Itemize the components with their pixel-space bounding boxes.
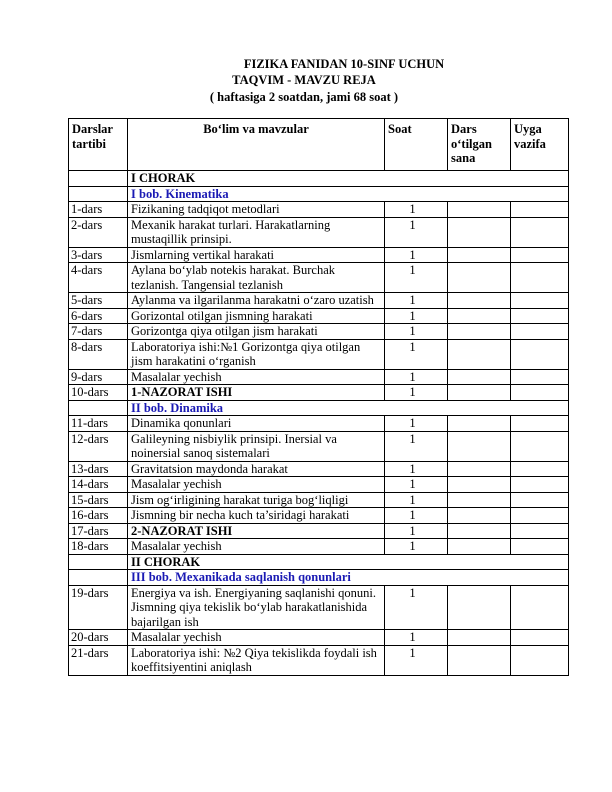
lesson-hours: 1 xyxy=(385,217,448,247)
chapter-row xyxy=(69,570,569,586)
lesson-hours: 1 xyxy=(385,369,448,385)
lesson-number: 1-dars xyxy=(69,202,128,218)
table-row xyxy=(69,645,569,675)
table-row xyxy=(69,324,569,340)
lesson-topic: Laboratoriya ishi: №2 Qiya tekislikda foydali ish koeffitsiyentini aniqlash xyxy=(128,645,385,675)
lesson-date-cell xyxy=(448,324,511,340)
lesson-number: 13-dars xyxy=(69,461,128,477)
chapter-row xyxy=(69,400,569,416)
empty-cell xyxy=(69,171,128,187)
lesson-hours: 1 xyxy=(385,539,448,555)
homework-cell xyxy=(511,523,569,539)
document-title: FIZIKA FANIDAN 10-SINF UCHUN xyxy=(243,57,445,71)
header-homework: Uyga vazifa xyxy=(511,119,569,171)
homework-cell xyxy=(511,369,569,385)
homework-cell xyxy=(511,508,569,524)
lesson-date-cell xyxy=(448,416,511,432)
lesson-date-cell xyxy=(448,339,511,369)
lesson-number: 9-dars xyxy=(69,369,128,385)
table-row xyxy=(69,539,569,555)
lesson-topic: Aylanma va ilgarilanma harakatni o‘zaro uzatish xyxy=(128,293,385,309)
lesson-hours: 1 xyxy=(385,247,448,263)
table-row xyxy=(69,492,569,508)
lesson-hours: 1 xyxy=(385,293,448,309)
homework-cell xyxy=(511,308,569,324)
homework-cell xyxy=(511,339,569,369)
table-row xyxy=(69,416,569,432)
lesson-topic: Jismning bir necha kuch ta’siridagi harakati xyxy=(128,508,385,524)
lesson-topic: Masalalar yechish xyxy=(128,539,385,555)
empty-cell xyxy=(69,554,128,570)
lesson-topic: Laboratoriya ishi:№1 Gorizontga qiya otilgan jism harakatini o‘rganish xyxy=(128,339,385,369)
lesson-date-cell xyxy=(448,217,511,247)
homework-cell xyxy=(511,585,569,630)
homework-cell xyxy=(511,293,569,309)
lesson-date-cell xyxy=(448,369,511,385)
lesson-hours: 1 xyxy=(385,202,448,218)
lesson-number: 6-dars xyxy=(69,308,128,324)
table-row xyxy=(69,202,569,218)
chapter-title: II bob. Dinamika xyxy=(128,400,569,416)
lesson-date-cell xyxy=(448,523,511,539)
lesson-date-cell xyxy=(448,461,511,477)
lesson-date-cell xyxy=(448,385,511,401)
lesson-date-cell xyxy=(448,645,511,675)
table-row xyxy=(69,217,569,247)
lesson-hours: 1 xyxy=(385,385,448,401)
lesson-number: 7-dars xyxy=(69,324,128,340)
lesson-number: 15-dars xyxy=(69,492,128,508)
table-row xyxy=(69,385,569,401)
lesson-hours: 1 xyxy=(385,263,448,293)
table-row xyxy=(69,630,569,646)
lesson-date-cell xyxy=(448,508,511,524)
lesson-number: 2-dars xyxy=(69,217,128,247)
header-lesson-order: Darslar tartibi xyxy=(69,119,128,171)
homework-cell xyxy=(511,324,569,340)
homework-cell xyxy=(511,385,569,401)
table-header-row xyxy=(69,119,569,171)
lesson-date-cell xyxy=(448,431,511,461)
lesson-plan-table xyxy=(68,118,569,676)
table-row xyxy=(69,263,569,293)
table-row xyxy=(69,247,569,263)
table-row xyxy=(69,477,569,493)
lesson-date-cell xyxy=(448,539,511,555)
lesson-topic: Gorizontga qiya otilgan jism harakati xyxy=(128,324,385,340)
lesson-number: 18-dars xyxy=(69,539,128,555)
lesson-number: 20-dars xyxy=(69,630,128,646)
lesson-hours: 1 xyxy=(385,416,448,432)
lesson-topic: Dinamika qonunlari xyxy=(128,416,385,432)
table-row xyxy=(69,369,569,385)
homework-cell xyxy=(511,461,569,477)
lesson-number: 17-dars xyxy=(69,523,128,539)
empty-cell xyxy=(69,570,128,586)
quarter-row xyxy=(69,554,569,570)
lesson-date-cell xyxy=(448,202,511,218)
chapter-row xyxy=(69,186,569,202)
homework-cell xyxy=(511,217,569,247)
homework-cell xyxy=(511,492,569,508)
lesson-date-cell xyxy=(448,492,511,508)
lesson-topic: Energiya va ish. Energiyaning saqlanishi qonuni. Jismning qiya tekislik bo‘ylab harakatlanishida bajarilgan ish xyxy=(128,585,385,630)
lesson-date-cell xyxy=(448,630,511,646)
lesson-hours: 1 xyxy=(385,324,448,340)
lesson-date-cell xyxy=(448,477,511,493)
homework-cell xyxy=(511,477,569,493)
lesson-hours: 1 xyxy=(385,630,448,646)
empty-cell xyxy=(69,186,128,202)
table-row xyxy=(69,523,569,539)
table-row xyxy=(69,308,569,324)
chapter-title: III bob. Mexanikada saqlanish qonunlari xyxy=(128,570,569,586)
lesson-hours: 1 xyxy=(385,477,448,493)
lesson-topic: Jismlarning vertikal harakati xyxy=(128,247,385,263)
table-row xyxy=(69,431,569,461)
quarter-title: II CHORAK xyxy=(128,554,569,570)
quarter-row xyxy=(69,171,569,187)
homework-cell xyxy=(511,630,569,646)
lesson-topic: 2-NAZORAT ISHI xyxy=(128,523,385,539)
table-row xyxy=(69,339,569,369)
lesson-number: 3-dars xyxy=(69,247,128,263)
table-row xyxy=(69,461,569,477)
lesson-hours: 1 xyxy=(385,585,448,630)
lesson-hours: 1 xyxy=(385,308,448,324)
lesson-date-cell xyxy=(448,263,511,293)
lesson-hours: 1 xyxy=(385,508,448,524)
lesson-hours: 1 xyxy=(385,461,448,477)
lesson-topic: Gorizontal otilgan jismning harakati xyxy=(128,308,385,324)
lesson-number: 21-dars xyxy=(69,645,128,675)
lesson-hours: 1 xyxy=(385,523,448,539)
lesson-topic: Aylana bo‘ylab notekis harakat. Burchak tezlanish. Tangensial tezlanish xyxy=(128,263,385,293)
chapter-title: I bob. Kinematika xyxy=(128,186,569,202)
homework-cell xyxy=(511,263,569,293)
lesson-number: 16-dars xyxy=(69,508,128,524)
lesson-date-cell xyxy=(448,247,511,263)
header-hours: Soat xyxy=(385,119,448,171)
lesson-number: 14-dars xyxy=(69,477,128,493)
document-subtitle: TAQVIM - MAVZU REJA xyxy=(232,73,376,87)
lesson-topic: Gravitatsion maydonda harakat xyxy=(128,461,385,477)
document-hours-note: ( haftasiga 2 soatdan, jami 68 soat ) xyxy=(209,90,399,104)
lesson-topic: Jism og‘irligining harakat turiga bog‘liqligi xyxy=(128,492,385,508)
lesson-date-cell xyxy=(448,293,511,309)
lesson-number: 19-dars xyxy=(69,585,128,630)
lesson-number: 4-dars xyxy=(69,263,128,293)
lesson-number: 12-dars xyxy=(69,431,128,461)
lesson-topic: 1-NAZORAT ISHI xyxy=(128,385,385,401)
lesson-topic: Masalalar yechish xyxy=(128,630,385,646)
lesson-hours: 1 xyxy=(385,645,448,675)
homework-cell xyxy=(511,431,569,461)
lesson-date-cell xyxy=(448,585,511,630)
lesson-number: 11-dars xyxy=(69,416,128,432)
homework-cell xyxy=(511,416,569,432)
table-row xyxy=(69,585,569,630)
lesson-number: 8-dars xyxy=(69,339,128,369)
lesson-topic: Masalalar yechish xyxy=(128,477,385,493)
lesson-hours: 1 xyxy=(385,492,448,508)
header-date: Dars o‘tilgan sana xyxy=(448,119,511,171)
empty-cell xyxy=(69,400,128,416)
lesson-number: 10-dars xyxy=(69,385,128,401)
table-row xyxy=(69,508,569,524)
homework-cell xyxy=(511,202,569,218)
lesson-topic: Masalalar yechish xyxy=(128,369,385,385)
quarter-title: I CHORAK xyxy=(128,171,569,187)
table-row xyxy=(69,293,569,309)
header-topics: Bo‘lim va mavzular xyxy=(128,119,385,171)
lesson-hours: 1 xyxy=(385,339,448,369)
lesson-date-cell xyxy=(448,308,511,324)
homework-cell xyxy=(511,645,569,675)
lesson-number: 5-dars xyxy=(69,293,128,309)
homework-cell xyxy=(511,539,569,555)
lesson-topic: Fizikaning tadqiqot metodlari xyxy=(128,202,385,218)
lesson-hours: 1 xyxy=(385,431,448,461)
lesson-topic: Mexanik harakat turlari. Harakatlarning mustaqillik prinsipi. xyxy=(128,217,385,247)
lesson-topic: Galileyning nisbiylik prinsipi. Inersial va noinersial sanoq sistemalari xyxy=(128,431,385,461)
homework-cell xyxy=(511,247,569,263)
